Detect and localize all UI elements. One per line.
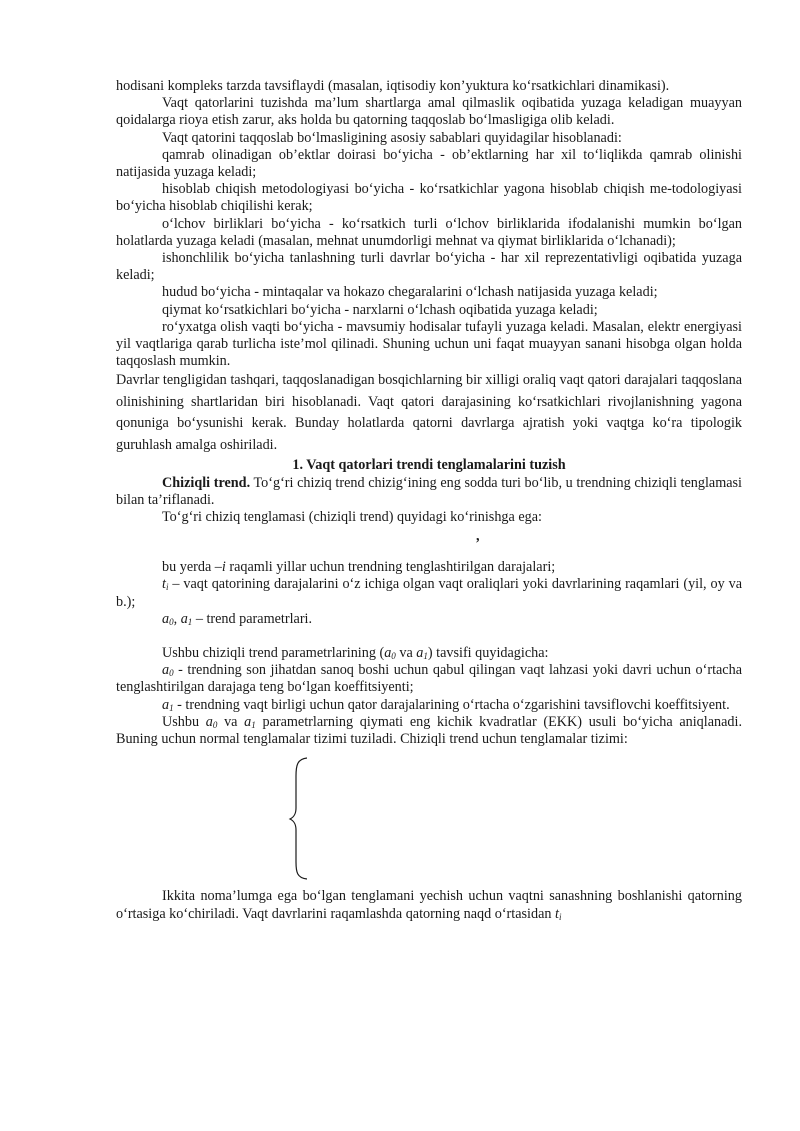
var-a0-sub: 0 [212, 719, 218, 730]
paragraph-ekk [116, 714, 742, 748]
a0-desc: - trendning son jihatdan sanoq boshi uchun qabul qilingan vaqt lahzasi yoki davri uchun o‘rtacha tenglashtirilgan darajaga teng bo‘lgan koeffitsiyenti; [116, 662, 742, 696]
where-lead: bu yerda – [162, 559, 222, 576]
paragraph-final [116, 888, 742, 922]
left-brace-icon [288, 756, 312, 881]
paragraph-linear-trend [116, 475, 742, 509]
list-item-registration-time: ro‘yxatga olish vaqti bo‘yicha - mavsumiy hodisalar tufayli yuzaga keladi. Masalan, elektr energiyasi yil vaqtlariga qarab turlicha iste’mol qilinadi. Shuning uchun uni faqat muayyan sanani hisobga olgan holda taqqoslash mumkin. [116, 318, 742, 370]
a1-desc: - trendning vaqt birligi uchun qator darajalarining o‘rtacha o‘zgarishini tavsiflovchi koeffitsiyent. [173, 696, 730, 713]
ti-desc: – vaqt qatorining darajalarini o‘z ichiga olgan vaqt oraliqlari yoki davrlarining raqamlari (yil, oy va b.); [116, 576, 742, 610]
var-a1: a [416, 645, 424, 662]
document-page [116, 78, 742, 923]
equation-line [116, 526, 742, 559]
var-t-sub: i [558, 911, 562, 922]
ekk-and: va [217, 713, 245, 730]
var-t: t [555, 905, 559, 922]
var-a0-sub: 0 [391, 651, 396, 662]
list-item-units: o‘lchov birliklari bo‘yicha - ko‘rsatkich turli o‘lchov birliklarida ifodalanishi mumkin bo‘lgan holatlarda yuzaga keladi (masalan, mehnat unumdorligi mehnat va qiymat birliklarida o‘lchanadi); [116, 215, 742, 249]
list-item-value: qiymat ko‘rsatkichlari bo‘yicha - narxlarni o‘lchash oqibatida yuzaga keladi; [162, 301, 598, 318]
final-text: Ikkita noma’lumga ega bo‘lgan tenglamani yechish uchun vaqtni sanashning boshlanishi qatorning o‘rtasiga ko‘chiriladi. Vaqt davrlarini raqamlashda qatorning naqd o‘rtasidan [116, 888, 742, 922]
params-sep: , [173, 610, 181, 627]
var-a1: a [162, 696, 170, 713]
params-intro-a: Ushbu chiziqli trend parametrlarining ( [162, 645, 385, 662]
var-a0: a [384, 645, 392, 662]
section-heading: 1. Vaqt qatorlari trendi tenglamalarini tuzish [292, 457, 566, 474]
var-t-sub: i [165, 582, 169, 593]
paragraph-periods: Davrlar tengligidan tashqari, taqqoslanadigan bosqichlarning bir xilligi oraliq vaqt qatori darajalari taqqoslana olinishining shartlaridan biri hisoblanadi. Vaqt qatori darajasining ko‘rsatkichlari rivojlanishning yagona qonuniga bo‘ysunishi kerak. Bunday holatlarda qatorni davrlarga ajratish yoki vaqtga ko‘ra tipologik guruhlash amalga oshiriladi. [116, 372, 742, 453]
linear-trend-definition: To‘g‘ri chiziq trend chizig‘ining eng sodda turi bo‘lib, u trendning chiziqli tenglamasi bilan ta’riflanadi. [116, 474, 743, 508]
var-a0-sub: 0 [169, 668, 174, 679]
paragraph-1: hodisani kompleks tarzda tavsiflaydi (masalan, iqtisodiy kon’yuktura ko‘rsatkichlari dinamikasi). [116, 78, 670, 94]
equation-comma: , [476, 528, 480, 545]
paragraph-a0 [116, 662, 742, 696]
params-desc: – trend parametrlari. [192, 610, 313, 627]
list-item-coverage: qamrab olinadigan ob’ektlar doirasi bo‘yicha - ob’ektlarning har xil to‘liqlikda qamrab olinishi natijasida yuzaga keladi; [116, 146, 742, 181]
var-a1-sub: 1 [423, 651, 428, 662]
var-a0-sub: 0 [169, 616, 174, 627]
paragraph-a1 [116, 697, 742, 714]
paragraph-params [116, 611, 742, 628]
var-t: t [162, 576, 166, 593]
paragraph-ti [116, 576, 742, 610]
paragraph-equation-intro: To‘g‘ri chiziq tenglamasi (chiziqli trend) quyidagi ko‘rinishga ega: [162, 509, 542, 526]
var-a0: a [162, 610, 170, 627]
params-intro-b: ) tavsifi quyidagicha: [427, 645, 549, 662]
list-item-methodology: hisoblab chiqish metodologiyasi bo‘yicha - ko‘rsatkichlar yagona hisoblab chiqish me-todologiyasi bo‘yicha hisoblab chiqilishi kerak; [116, 181, 742, 215]
paragraph-where [116, 559, 742, 576]
params-intro-and: va [395, 645, 417, 662]
list-item-territory: hudud bo‘yicha - mintaqalar va hokazo chegaralarini o‘lchash natijasida yuzaga keladi; [162, 284, 658, 301]
var-a1-sub: 1 [187, 616, 193, 627]
list-item-reliability: ishonchlilik bo‘yicha tanlashning turli davrlar bo‘yicha - har xil reprezentativligi oqibatida yuzaga keladi; [116, 250, 742, 284]
var-a1-sub: 1 [251, 719, 256, 730]
var-a0: a [205, 713, 213, 730]
term-linear-trend: Chiziqli trend. [162, 474, 251, 491]
var-a1: a [180, 610, 188, 627]
paragraph-2: Vaqt qatorlarini tuzishda ma’lum shartlarga amal qilmaslik oqibatida yuzaga keladigan muayyan qoidalarga rioya etish zarur, aks holda bu qatorning taqqoslab bo‘lmasligiga olib keladi. [116, 95, 742, 129]
where-desc: raqamli yillar uchun trendning tenglashtirilgan darajalari; [225, 559, 556, 576]
equation-system [116, 748, 742, 888]
var-i: i [221, 559, 226, 576]
var-a1-sub: 1 [169, 702, 174, 713]
ekk-a: Ushbu [162, 713, 206, 730]
paragraph-params-intro [116, 645, 742, 662]
ekk-b: parametrlarning qiymati eng kichik kvadratlar (EKK) usuli bo‘yicha aniqlanadi. Buning uchun normal tenglamalar tizimi tuziladi. Chiziqli trend uchun tenglamalar tizimi: [116, 713, 742, 748]
var-a1: a [244, 713, 252, 730]
var-a0: a [162, 662, 170, 679]
paragraph-3: Vaqt qatorini taqqoslab bo‘lmasligining asosiy sabablari quyidagilar hisoblanadi: [162, 129, 622, 146]
